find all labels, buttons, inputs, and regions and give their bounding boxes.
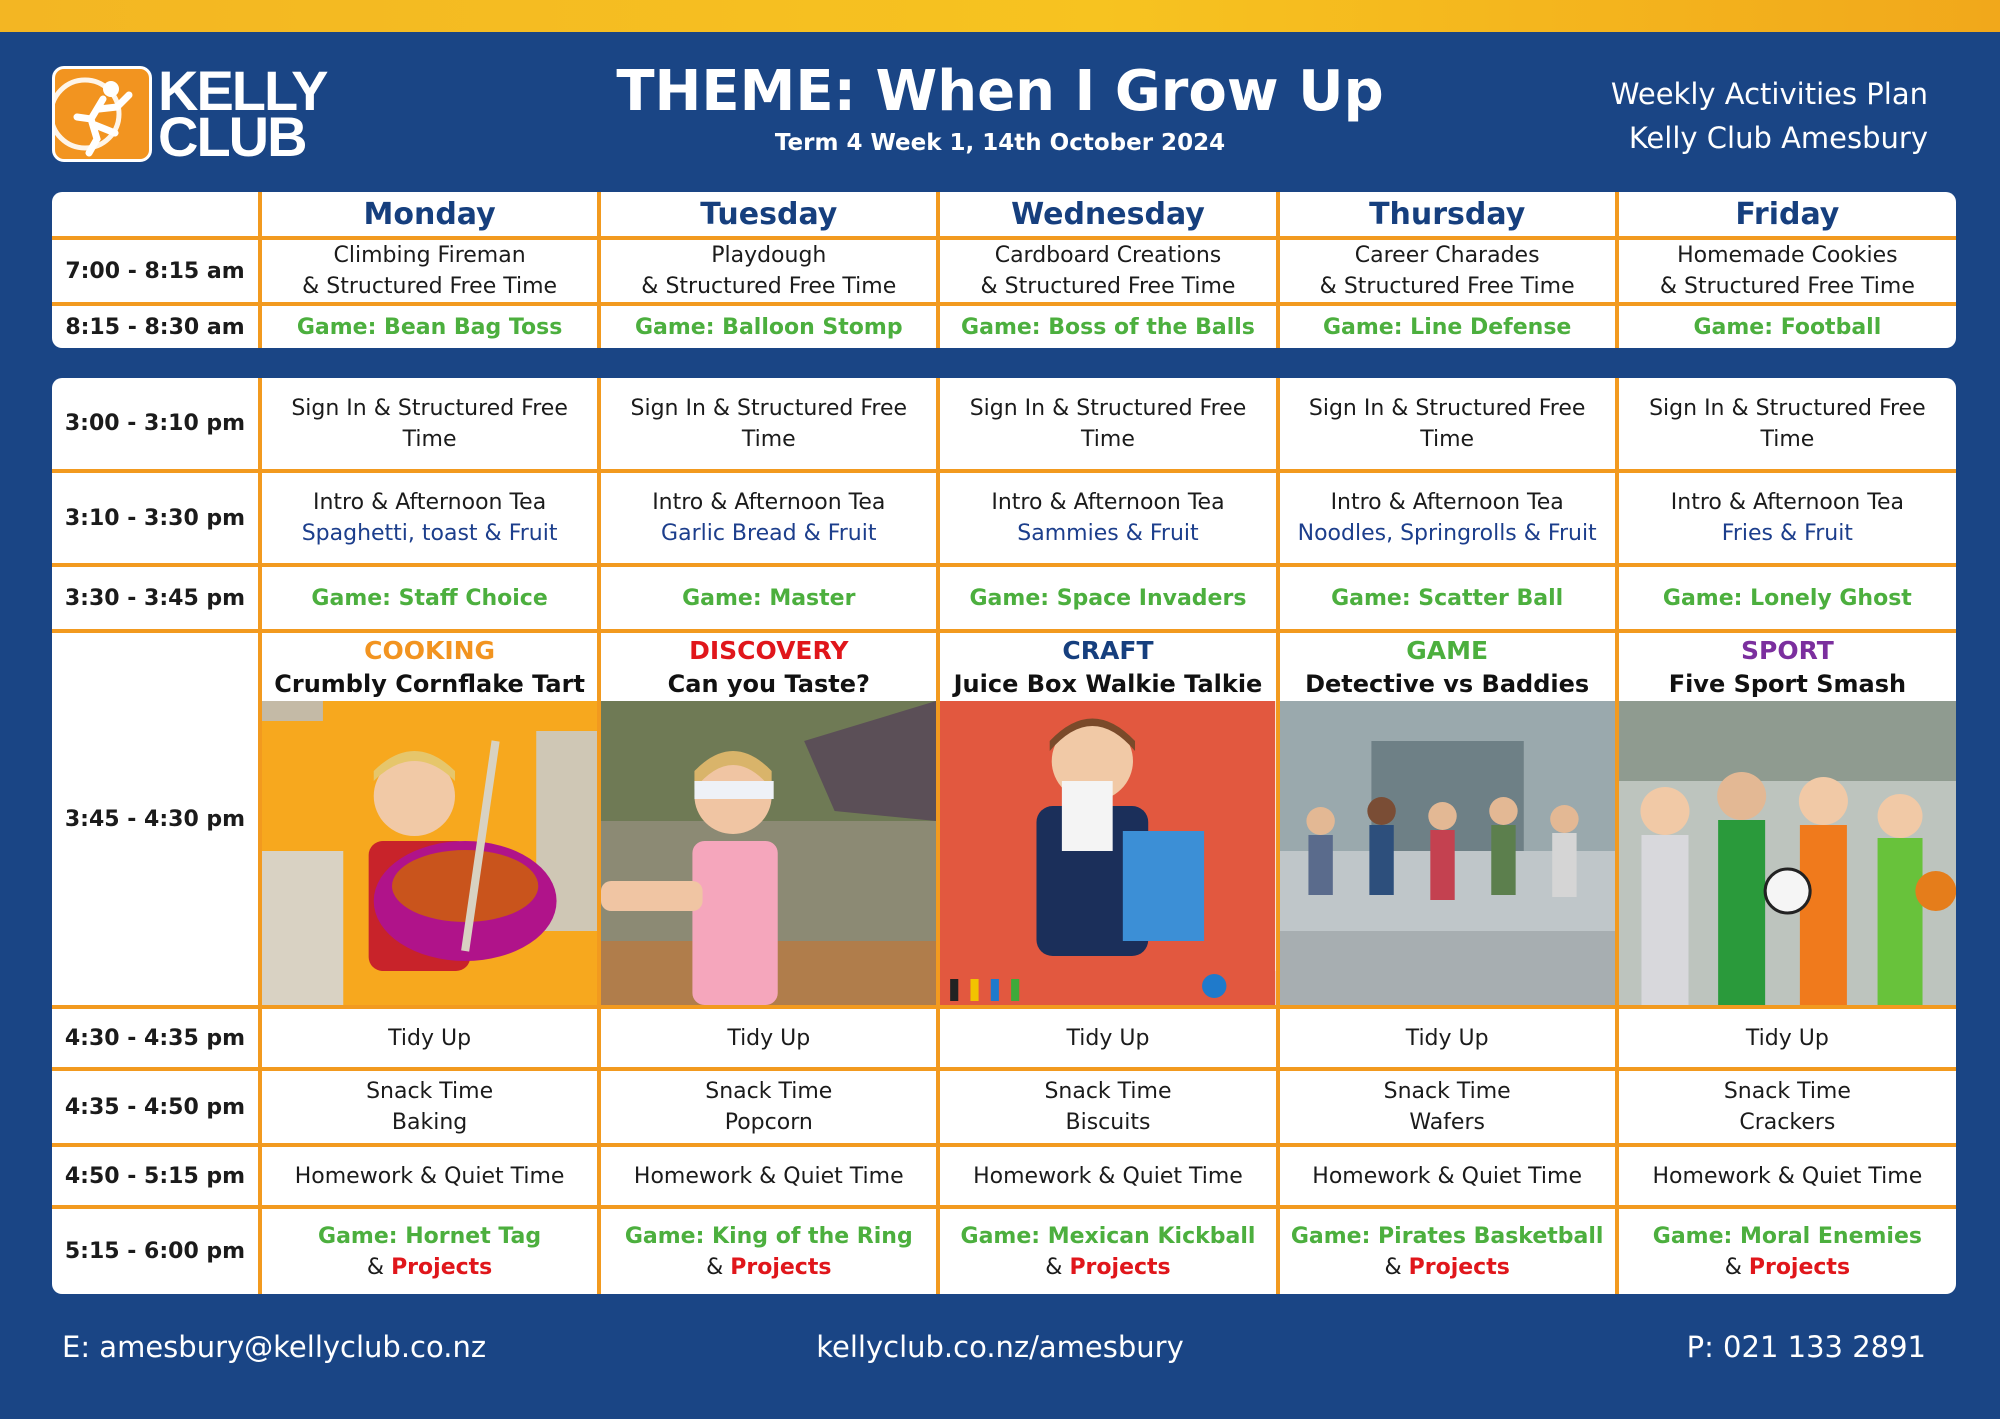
projects-text: Projects	[1069, 1254, 1171, 1280]
snack-text: Crackers	[1739, 1110, 1836, 1135]
game-cell: Game: Space Invaders	[938, 565, 1277, 631]
time-slot: 8:15 - 8:30 am	[52, 304, 260, 348]
corner-cell	[52, 192, 260, 238]
activity-cell	[1617, 471, 1956, 565]
time-slot: 4:30 - 4:35 pm	[52, 1007, 260, 1069]
ampersand-text: &	[366, 1254, 392, 1280]
game-text: Game: Moral Enemies	[1652, 1223, 1922, 1249]
activity-cell	[1278, 238, 1617, 304]
activity-text: & Structured Free Time	[1319, 274, 1575, 299]
top-accent-stripe	[0, 0, 2000, 32]
snack-text: Popcorn	[724, 1110, 813, 1135]
activity-category: CRAFT	[1062, 636, 1154, 665]
activity-text: Snack Time	[705, 1079, 833, 1104]
game-text: Game: Pirates Basketball	[1290, 1223, 1604, 1249]
game-cell: Game: Lonely Ghost	[1617, 565, 1956, 631]
activity-text: & Structured Free Time	[641, 274, 897, 299]
logo-text-club: CLUB	[158, 105, 306, 168]
activity-cell	[599, 378, 938, 471]
activity-category: COOKING	[364, 636, 496, 665]
activity-cell: Tidy Up	[938, 1007, 1277, 1069]
activity-text: Snack Time	[366, 1079, 494, 1104]
activity-cell	[1617, 378, 1956, 471]
logo-text-kelly: KELLY	[158, 59, 327, 122]
activity-cell: Homework & Quiet Time	[1278, 1145, 1617, 1207]
plan-info	[1611, 72, 1928, 160]
children-sport-photo	[1619, 701, 1956, 1005]
projects-line	[1625, 1252, 1950, 1283]
club-name: Kelly Club Amesbury	[1628, 121, 1928, 155]
day-header-friday: Friday	[1617, 192, 1956, 238]
game-cell: Game: Line Defense	[1278, 304, 1617, 348]
activity-title: Five Sport Smash	[1668, 670, 1907, 698]
activity-title: Crumbly Cornflake Tart	[274, 670, 585, 698]
projects-text: Projects	[730, 1254, 832, 1280]
food-text: Fries & Fruit	[1721, 521, 1853, 546]
feature-activity-cell	[1278, 631, 1617, 1007]
time-slot: 3:10 - 3:30 pm	[52, 471, 260, 565]
activity-cell	[938, 471, 1277, 565]
afternoon-schedule-panel	[52, 378, 1956, 1294]
snack-text: Baking	[391, 1110, 468, 1135]
activity-category: DISCOVERY	[689, 636, 849, 665]
page-subtitle: Term 4 Week 1, 14th October 2024	[774, 130, 1226, 156]
schedule-row-tidy-up	[52, 1007, 1956, 1069]
activity-text: Intro & Afternoon Tea	[313, 490, 547, 515]
projects-line	[946, 1252, 1269, 1283]
activity-text: Snack Time	[1044, 1079, 1172, 1104]
activity-cell	[1278, 378, 1617, 471]
schedule-row-game	[52, 565, 1956, 631]
activity-text: Time	[741, 426, 796, 452]
schedule-row-afternoon-tea	[52, 471, 1956, 565]
projects-line	[607, 1252, 930, 1283]
game-cell: Game: Staff Choice	[260, 565, 599, 631]
game-cell: Game: Master	[599, 565, 938, 631]
activity-cell	[260, 238, 599, 304]
game-cell: Game: Boss of the Balls	[938, 304, 1277, 348]
projects-text: Projects	[391, 1254, 493, 1280]
children-running-photo	[1280, 701, 1615, 1005]
activity-cell: Tidy Up	[599, 1007, 938, 1069]
activity-text: Playdough	[711, 243, 827, 268]
projects-text: Projects	[1408, 1254, 1510, 1280]
activity-text: Climbing Fireman	[333, 243, 526, 268]
activity-text: Time	[402, 426, 457, 452]
activity-cell: Tidy Up	[1617, 1007, 1956, 1069]
game-text: Game: Mexican Kickball	[960, 1223, 1256, 1249]
time-slot: 7:00 - 8:15 am	[52, 238, 260, 304]
day-header-monday: Monday	[260, 192, 599, 238]
activity-cell: Tidy Up	[260, 1007, 599, 1069]
ampersand-text: &	[1384, 1254, 1409, 1280]
game-cell: Game: Scatter Ball	[1278, 565, 1617, 631]
time-slot: 4:50 - 5:15 pm	[52, 1145, 260, 1207]
time-slot: 4:35 - 4:50 pm	[52, 1069, 260, 1145]
activity-text: Sign In & Structured Free	[969, 395, 1247, 421]
activity-text: Intro & Afternoon Tea	[652, 490, 886, 515]
snack-text: Wafers	[1409, 1110, 1485, 1135]
activity-category: GAME	[1406, 636, 1489, 665]
game-projects-cell	[260, 1207, 599, 1294]
running-figure-icon	[52, 66, 152, 162]
plan-title: Weekly Activities Plan	[1610, 77, 1928, 111]
projects-line	[268, 1252, 591, 1283]
projects-line	[1286, 1252, 1609, 1283]
schedule-row-final-game	[52, 1207, 1956, 1294]
game-projects-cell	[599, 1207, 938, 1294]
feature-activity-cell	[938, 631, 1277, 1007]
activity-title: Juice Box Walkie Talkie	[953, 670, 1263, 698]
activity-cell	[938, 378, 1277, 471]
ampersand-text: &	[1724, 1254, 1749, 1280]
activity-text: Homemade Cookies	[1677, 243, 1898, 268]
schedule-row-snack	[52, 1069, 1956, 1145]
title-block	[560, 56, 1440, 156]
game-projects-cell	[1278, 1207, 1617, 1294]
time-slot: 3:30 - 3:45 pm	[52, 565, 260, 631]
activity-text: Snack Time	[1723, 1079, 1851, 1104]
footer-phone[interactable]: P: 021 133 2891	[1686, 1330, 1926, 1364]
morning-table	[52, 192, 1956, 348]
food-text: Noodles, Springrolls & Fruit	[1297, 521, 1597, 546]
feature-activity-cell	[599, 631, 938, 1007]
activity-text: Career Charades	[1354, 243, 1540, 268]
food-text: Sammies & Fruit	[1017, 521, 1199, 546]
game-cell: Game: Football	[1693, 314, 1882, 340]
schedule-row-homework	[52, 1145, 1956, 1207]
activity-text: Intro & Afternoon Tea	[1330, 490, 1564, 515]
footer-website[interactable]: kellyclub.co.nz/amesbury	[816, 1330, 1184, 1364]
activity-text: Intro & Afternoon Tea	[991, 490, 1225, 515]
game-projects-cell	[938, 1207, 1277, 1294]
feature-activity-cell	[260, 631, 599, 1007]
activity-text: Time	[1420, 426, 1475, 452]
page-title: THEME: When I Grow Up	[616, 59, 1384, 124]
day-header-thursday: Thursday	[1278, 192, 1617, 238]
activity-cell	[1617, 1069, 1956, 1145]
game-cell: Game: Bean Bag Toss	[260, 304, 599, 348]
activity-text: & Structured Free Time	[302, 274, 558, 299]
day-header-wednesday: Wednesday	[938, 192, 1277, 238]
activity-cell	[260, 471, 599, 565]
activity-text: & Structured Free Time	[980, 274, 1236, 299]
activity-text: Intro & Afternoon Tea	[1670, 490, 1904, 515]
activity-text: & Structured Free Time	[1659, 274, 1915, 299]
schedule-row-signin	[52, 378, 1956, 471]
child-juicebox-photo	[940, 701, 1275, 1005]
day-header-row	[52, 192, 1956, 238]
activity-text: Time	[1081, 426, 1135, 452]
footer-email[interactable]: E: amesbury@kellyclub.co.nz	[62, 1330, 487, 1364]
activity-cell	[1278, 471, 1617, 565]
schedule-row-morning-game	[52, 304, 1956, 348]
time-slot: 3:00 - 3:10 pm	[52, 378, 260, 471]
activity-text: Sign In & Structured Free	[1649, 395, 1926, 421]
activity-cell	[938, 238, 1277, 304]
activity-text: Sign In & Structured Free	[291, 395, 568, 421]
ampersand-text: &	[706, 1254, 731, 1280]
food-text: Garlic Bread & Fruit	[661, 521, 877, 546]
food-text: Spaghetti, toast & Fruit	[301, 521, 558, 546]
morning-schedule-panel	[52, 192, 1956, 348]
schedule-row-morning-activity	[52, 238, 1956, 304]
game-text: Game: King of the Ring	[624, 1223, 913, 1249]
snack-text: Biscuits	[1065, 1110, 1151, 1135]
time-slot: 5:15 - 6:00 pm	[52, 1207, 260, 1294]
activity-category: SPORT	[1740, 636, 1834, 665]
game-text: Game: Hornet Tag	[318, 1223, 542, 1249]
activity-cell	[599, 238, 938, 304]
activity-cell: Homework & Quiet Time	[1617, 1145, 1956, 1207]
child-cooking-photo	[262, 701, 597, 1005]
game-projects-cell	[1617, 1207, 1956, 1294]
activity-cell	[938, 1069, 1277, 1145]
activity-cell	[1617, 238, 1956, 304]
activity-text: Time	[1760, 426, 1815, 452]
activity-title: Can you Taste?	[667, 670, 870, 698]
blindfolded-girl-photo	[601, 701, 936, 1005]
activity-cell: Homework & Quiet Time	[938, 1145, 1277, 1207]
feature-activity-cell	[1617, 631, 1956, 1007]
schedule-row-feature-activity	[52, 631, 1956, 1007]
activity-text: Sign In & Structured Free	[1308, 395, 1586, 421]
activity-cell: Homework & Quiet Time	[599, 1145, 938, 1207]
afternoon-table	[52, 378, 1956, 1294]
activity-text: Snack Time	[1383, 1079, 1511, 1104]
activity-cell	[1278, 1069, 1617, 1145]
activity-cell	[599, 471, 938, 565]
game-cell: Game: Balloon Stomp	[599, 304, 938, 348]
activity-cell: Tidy Up	[1278, 1007, 1617, 1069]
projects-text: Projects	[1748, 1254, 1851, 1280]
activity-cell	[260, 378, 599, 471]
activity-text: Cardboard Creations	[994, 243, 1222, 268]
activity-title: Detective vs Baddies	[1305, 670, 1590, 698]
activity-cell	[260, 1069, 599, 1145]
time-slot: 3:45 - 4:30 pm	[52, 631, 260, 1007]
activity-cell	[599, 1069, 938, 1145]
activity-text: Sign In & Structured Free	[630, 395, 908, 421]
ampersand-text: &	[1045, 1254, 1070, 1280]
day-header-tuesday: Tuesday	[599, 192, 938, 238]
kelly-club-logo	[52, 59, 327, 168]
activity-cell: Homework & Quiet Time	[260, 1145, 599, 1207]
